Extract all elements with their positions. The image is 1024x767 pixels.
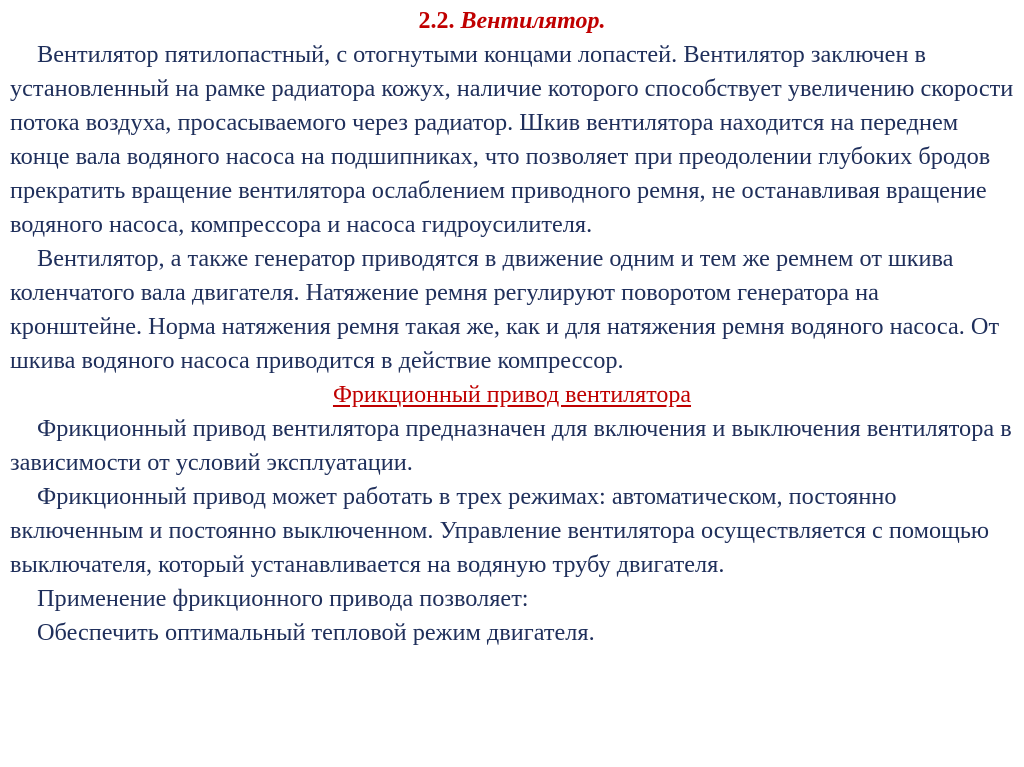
section-title: Вентилятор. xyxy=(460,8,606,34)
paragraph-fan-description: Вентилятор пятилопастный, с отогнутыми концами лопастей. Вентилятор заключен в установленный на рамке радиатора кожух, наличие которого способствует увеличению скорости потока воздуха, просасываемого через радиатор. Шкив вентилятора находится на переднем конце вала водяного насоса на подшипниках, что позволяет при преодолении глубоких бродов прекратить вращение вентилятора ослаблением приводного ремня, не останавливая вращение водяного насоса, компрессора и насоса гидроусилителя. xyxy=(10,41,1014,238)
subheading-friction-drive: Фрикционный привод вентилятора xyxy=(332,382,692,408)
paragraph-friction-modes: Фрикционный привод может работать в трех режимах: автоматическом, постоянно включенным и постоянно выключенном. Управление вентилятора осуществляется с помощью выключателя, который устанавливается на водяную трубу двигателя. xyxy=(10,483,990,578)
paragraph-thermal-mode: Обеспечить оптимальный тепловой режим двигателя. xyxy=(37,619,595,646)
paragraph-friction-purpose: Фрикционный привод вентилятора предназначен для включения и выключения вентилятора в зависимости от условий эксплуатации. xyxy=(10,415,1012,476)
section-heading xyxy=(10,4,1014,38)
paragraph-friction-benefits: Применение фрикционного привода позволяет: xyxy=(37,585,529,612)
section-number: 2.2. xyxy=(418,8,455,34)
paragraph-belt-drive: Вентилятор, а также генератор приводятся в движение одним и тем же ремнем от шкива коленчатого вала двигателя. Натяжение ремня регулируют поворотом генератора на кронштейне. Норма натяжения ремня такая же, как и для натяжения ремня водяного насоса. От шкива водяного насоса приводится в действие компрессор. xyxy=(10,245,1000,374)
